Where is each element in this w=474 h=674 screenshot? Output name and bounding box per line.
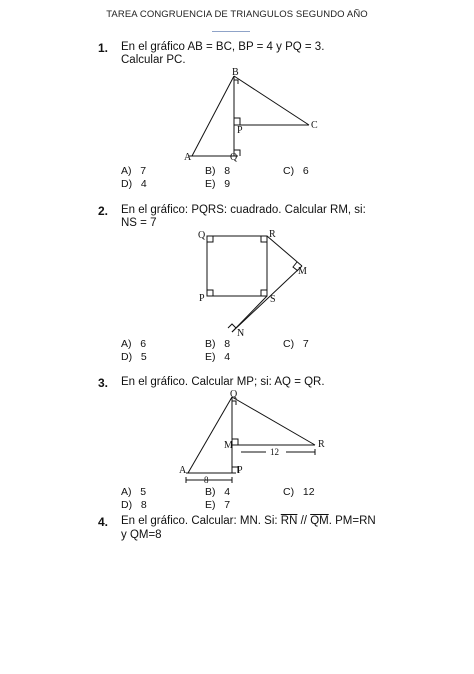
problem-3-option-a: A) 5 [121, 486, 147, 498]
page-title: TAREA CONGRUENCIA DE TRIANGULOS SEGUNDO AÑO [106, 9, 368, 20]
problem-3-option-d: D) 8 [121, 499, 147, 511]
problem-1-option-e: E) 9 [205, 178, 231, 190]
problem-3-statement-line-1: En el gráfico. Calcular MP; si: AQ = QR. [121, 376, 325, 388]
segment-QM-notation: $\overline{QM}$ [310, 515, 329, 527]
problem-2-option-a: A) 6 [121, 338, 147, 350]
problem-2-option-b: B) 8 [205, 338, 231, 350]
label-P: P [237, 125, 243, 136]
label-N: N [237, 328, 245, 339]
label-B: B [232, 67, 239, 78]
problem-2-option-c: C) 7 [283, 338, 309, 350]
problem-1-statement-line-1: En el gráfico AB = BC, BP = 4 y PQ = 3. [121, 41, 325, 53]
label-segment-12: 12 [270, 447, 279, 457]
problem-2-statement-line-2: NS = 7 [121, 217, 157, 229]
label-M: M [298, 266, 307, 277]
label-P: P [237, 465, 243, 476]
problem-1-statement-line-2: Calcular PC. [121, 54, 186, 66]
label-A: A [179, 465, 187, 476]
segment-RN-notation: $\overline{RN}$ [280, 515, 298, 527]
segment-AQ [188, 397, 232, 473]
problem-3-option-e: E) 7 [205, 499, 231, 511]
label-Q: Q [230, 389, 238, 400]
angle-mark-Q [232, 401, 236, 405]
label-P: P [199, 293, 205, 304]
label-segment-8: 8 [204, 475, 209, 485]
problem-3-number: 3. [98, 376, 109, 390]
problem-4-statement-line-1: En el gráfico. Calcular: MN. Si: $\overline{RN} // \overline{QM}$. PM=RN [121, 515, 376, 527]
problem-1-number: 1. [98, 41, 109, 55]
label-R: R [318, 439, 325, 450]
label-C: C [311, 120, 318, 131]
problem-2-option-d: D) 5 [121, 351, 147, 363]
label-M: M [224, 440, 233, 451]
problem-2-number: 2. [98, 204, 109, 218]
problem-2-option-e: E) 4 [205, 351, 231, 363]
problem-1-option-c: C) 6 [283, 165, 309, 177]
problem-1-option-d: D) 4 [121, 178, 147, 190]
problem-4-number: 4. [98, 515, 109, 529]
label-Q: Q [230, 152, 238, 163]
label-Q: Q [198, 230, 206, 241]
label-S: S [270, 294, 276, 305]
problem-2-statement-line-1: En el gráfico: PQRS: cuadrado. Calcular RM, si: [121, 204, 366, 216]
problem-1-option-a: A) 7 [121, 165, 147, 177]
segment-QR [232, 397, 315, 445]
problem-4-statement-line-2: y QM=8 [121, 529, 162, 541]
label-R: R [269, 229, 276, 240]
problem-1-option-b: B) 8 [205, 165, 231, 177]
problem-3-option-b: B) 4 [205, 486, 231, 498]
problem-3-option-c: C) 12 [283, 486, 315, 498]
label-A: A [184, 152, 192, 163]
